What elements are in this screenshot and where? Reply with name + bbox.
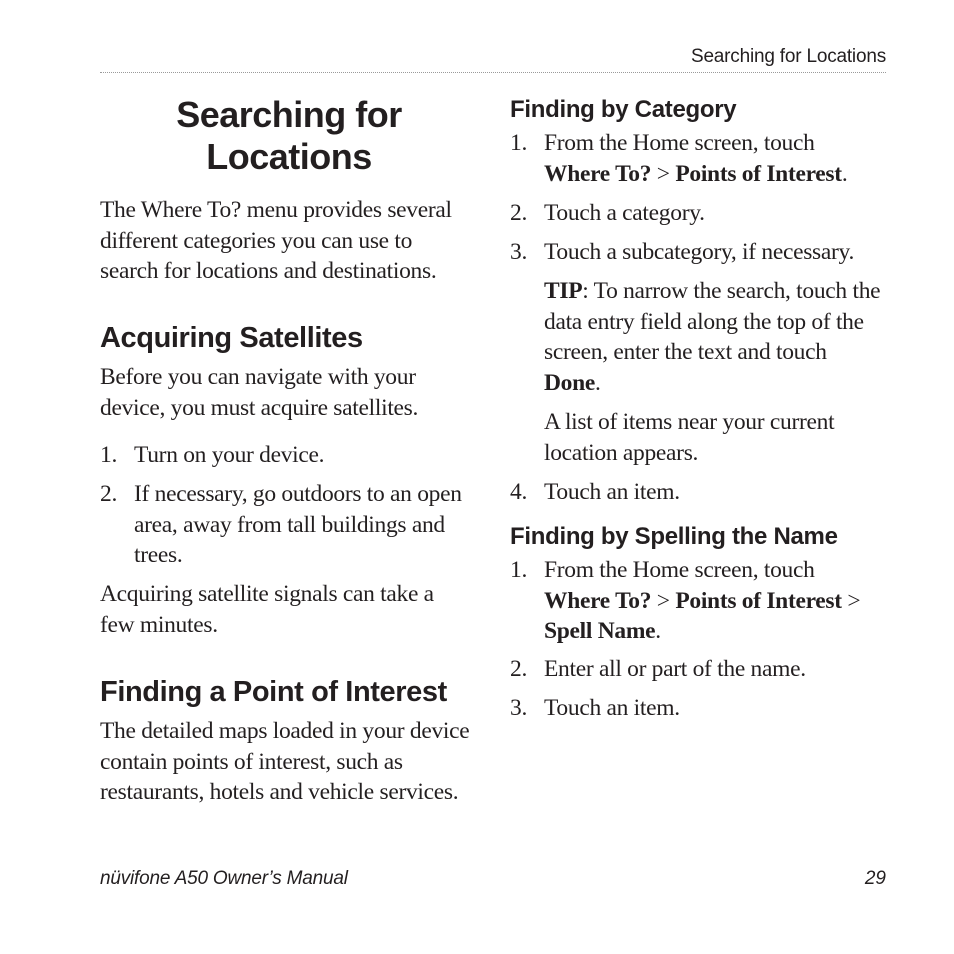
list-item — [510, 555, 880, 647]
footer-manual-title: nüvifone A50 Owner’s Manual — [100, 868, 348, 889]
step-separator: > — [651, 587, 676, 614]
menu-label-done: Done — [544, 369, 596, 396]
step-number: 3. — [510, 695, 528, 721]
menu-label-where-to: Where To? — [544, 160, 652, 187]
menu-label-points-of-interest: Points of Interest — [675, 587, 842, 614]
step-number: 2. — [100, 481, 118, 507]
step-text: If necessary, go outdoors to an open area, away from tall buildings and trees. — [134, 481, 462, 568]
step-number: 1. — [510, 557, 528, 583]
finding-poi-heading: Finding a Point of Interest — [100, 676, 447, 708]
running-header: Searching for Locations — [690, 46, 886, 67]
list-item — [510, 654, 880, 685]
poi-paragraph: The detailed maps loaded in your device contain points of interest, such as restaurants, hotels and vehicle services. — [100, 718, 470, 805]
acquiring-intro: Before you can navigate with your device, you must acquire satellites. — [100, 364, 419, 421]
list-item — [510, 237, 880, 268]
step-number: 4. — [510, 479, 528, 505]
step-text: Turn on your device. — [134, 442, 325, 468]
step-separator: > — [841, 587, 861, 614]
tip-end: . — [595, 369, 601, 396]
step-text-plain: From the Home screen, touch — [544, 130, 815, 156]
step-text: Touch an item. — [544, 479, 680, 505]
step-end: . — [841, 160, 848, 187]
intro-paragraph: The Where To? menu provides several different categories you can use to search for locations and destinations. — [100, 197, 452, 284]
menu-label-spell-name: Spell Name — [544, 618, 656, 644]
finding-by-category-heading: Finding by Category — [510, 96, 737, 123]
tip-paragraph — [544, 276, 884, 398]
list-item — [510, 198, 880, 229]
list-item — [510, 477, 880, 508]
step-text: Touch a subcategory, if necessary. — [544, 239, 855, 265]
step-number: 2. — [510, 200, 528, 226]
step-number: 2. — [510, 656, 528, 682]
step-text: Touch a category. — [544, 200, 705, 226]
page-title-line2: Locations — [206, 136, 372, 177]
header-divider — [100, 72, 886, 73]
acquiring-satellites-heading: Acquiring Satellites — [100, 322, 363, 354]
page-number: 29 — [864, 868, 886, 889]
tip-label: TIP — [544, 278, 583, 304]
finding-by-spelling-heading: Finding by Spelling the Name — [510, 523, 838, 550]
step-end: . — [655, 618, 661, 644]
list-item — [510, 693, 880, 724]
step-number: 3. — [510, 239, 528, 265]
step-text — [544, 555, 880, 647]
menu-label-where-to: Where To? — [544, 587, 652, 614]
list-item — [510, 128, 880, 189]
step-separator: > — [651, 160, 676, 187]
step-text: Enter all or part of the name. — [544, 656, 806, 682]
tip-text: : To narrow the search, touch the data entry field along the top of the screen, enter the text and touch — [544, 278, 881, 365]
page-title-line1: Searching for — [176, 94, 402, 135]
step-text — [544, 128, 880, 189]
list-item — [100, 479, 480, 571]
page-title — [100, 94, 478, 178]
step-text: Touch an item. — [544, 695, 680, 721]
result-paragraph: A list of items near your current location appears. — [544, 409, 835, 466]
list-item — [100, 440, 480, 471]
step-number: 1. — [510, 130, 528, 156]
step-text-plain: From the Home screen, touch — [544, 557, 815, 583]
menu-label-points-of-interest: Points of Interest — [675, 160, 842, 187]
acquiring-note: Acquiring satellite signals can take a few minutes. — [100, 581, 434, 638]
step-number: 1. — [100, 442, 118, 468]
